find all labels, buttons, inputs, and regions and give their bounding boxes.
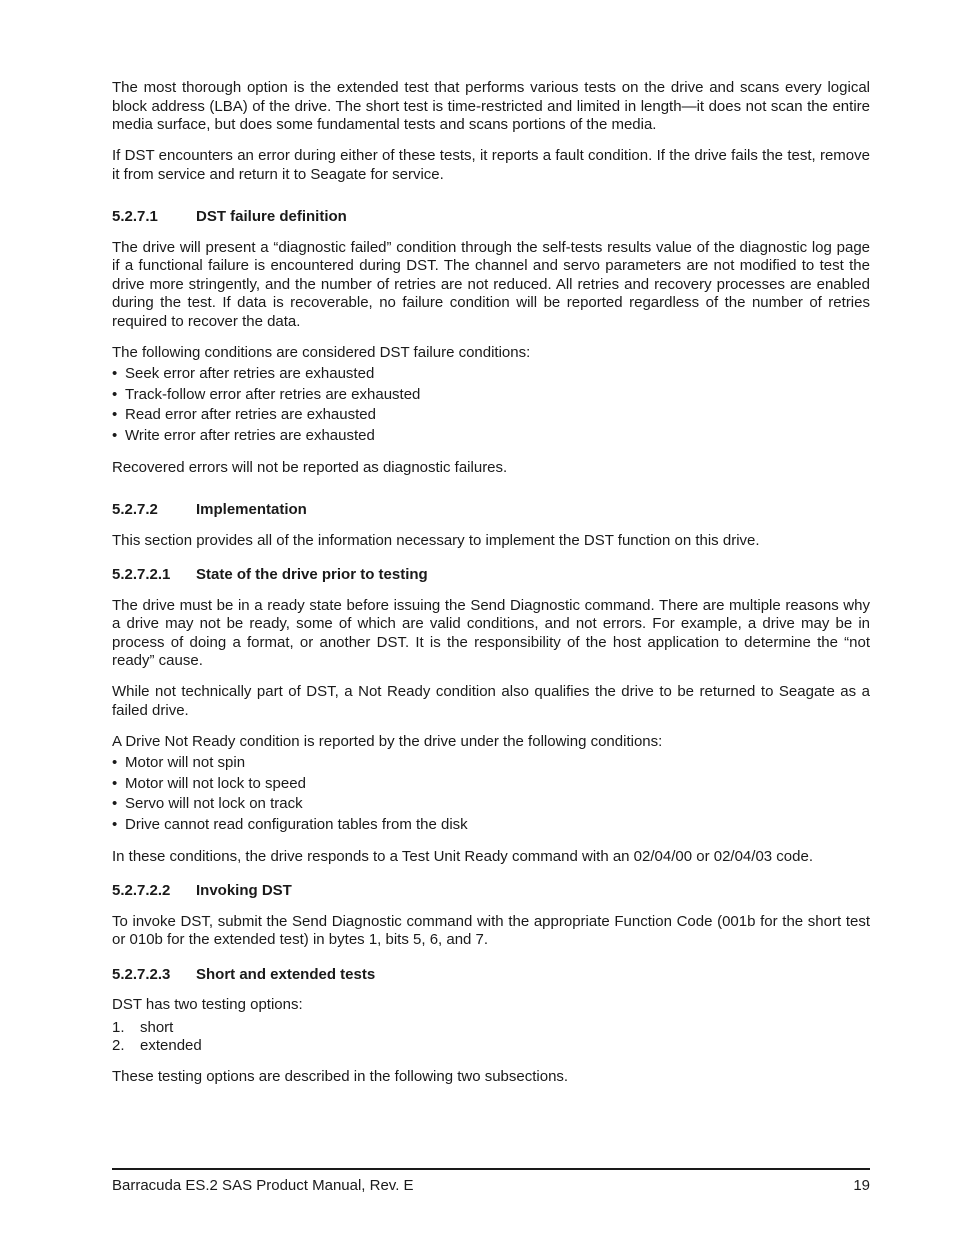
section-heading-5272 — [112, 501, 870, 519]
s52721-paragraph-1: The drive must be in a ready state before issuing the Send Diagnostic command. There are multiple reasons why a drive may not be ready, some of which are valid conditions, and not errors. For example, a drive may be in process of doing a format, or another DST. It is the responsibility of the host application to determine the “not ready” cause. — [112, 596, 870, 669]
testing-options-list — [112, 1019, 870, 1056]
section-title: Invoking DST — [196, 882, 292, 899]
s5271-paragraph-3: Recovered errors will not be reported as diagnostic failures. — [112, 458, 508, 476]
not-ready-conditions-list — [112, 753, 870, 835]
s5271-paragraph-1: The drive will present a “diagnostic failed” condition through the self-tests results value of the diagnostic log page if a functional failure is encountered during DST. The channel and servo parameters are not modified to test the drive more stringently, and the number of retries are not reduced. All retries and recovery processes are enabled during the test. If data is recoverable, no failure condition will be reported regardless of the number of retries required to recover the data. — [112, 238, 870, 330]
section-title: State of the drive prior to testing — [196, 566, 428, 583]
section-heading-52723 — [112, 966, 870, 984]
s52722-paragraph-1: To invoke DST, submit the Send Diagnostic command with the appropriate Function Code (001b for the short test or 010b for the extended test) in bytes 1, bits 5, 6, and 7. — [112, 912, 870, 948]
s52721-paragraph-3: A Drive Not Ready condition is reported by the drive under the following conditions: — [112, 732, 663, 750]
section-number: 5.2.7.2 — [112, 501, 158, 518]
section-heading-52721 — [112, 566, 870, 584]
page-content — [112, 79, 870, 1087]
s5272-paragraph-1: This section provides all of the information necessary to implement the DST function on this drive. — [112, 531, 760, 549]
section-heading-52722 — [112, 882, 870, 900]
footer-divider — [112, 1168, 870, 1170]
section-number: 5.2.7.1 — [112, 208, 158, 225]
s52723-paragraph-1: DST has two testing options: — [112, 996, 303, 1013]
section-title: DST failure definition — [196, 208, 347, 225]
s52723-paragraph-2: These testing options are described in the following two subsections. — [112, 1068, 569, 1085]
section-heading-5271 — [112, 208, 870, 226]
list-item: • Servo will not lock on track — [112, 795, 303, 812]
footer-title: Barracuda ES.2 SAS Product Manual, Rev. E — [112, 1177, 414, 1194]
s52721-paragraph-2: While not technically part of DST, a Not Ready condition also qualifies the drive to be returned to Seagate as a failed drive. — [112, 683, 870, 719]
section-title: Short and extended tests — [196, 965, 376, 983]
list-item: 2. extended — [112, 1037, 202, 1054]
page-number: 19 — [853, 1177, 870, 1194]
list-item: • Write error after retries are exhausted — [112, 426, 375, 444]
s5271-paragraph-2: The following conditions are considered DST failure conditions: — [112, 343, 531, 361]
list-item: • Read error after retries are exhausted — [112, 406, 376, 423]
intro-paragraph-2: If DST encounters an error during either of these tests, it reports a fault condition. If the drive fails the test, remove it from service and return it to Seagate for service. — [112, 147, 870, 183]
list-item: • Track-follow error after retries are exhausted — [112, 385, 421, 403]
intro-paragraph-1: The most thorough option is the extended test that performs various tests on the drive and scans every logical block address (LBA) of the drive. The short test is time-restricted and limited in length—it does not scan the entire media surface, but does some fundamental tests and scans portions of the media. — [112, 79, 870, 133]
list-item: • Seek error after retries are exhausted — [112, 365, 375, 382]
list-item: • Motor will not spin — [112, 754, 246, 771]
failure-conditions-list — [112, 364, 870, 446]
section-title: Implementation — [196, 501, 307, 518]
s52721-paragraph-4: In these conditions, the drive responds to a Test Unit Ready command with an 02/04/00 or 02/04/03 code. — [112, 847, 813, 865]
section-number: 5.2.7.2.3 — [112, 965, 171, 983]
section-number: 5.2.7.2.2 — [112, 882, 171, 899]
list-item: 1. short — [112, 1018, 174, 1036]
list-item: • Drive cannot read configuration tables from the disk — [112, 815, 468, 833]
section-number: 5.2.7.2.1 — [112, 566, 171, 583]
list-item: • Motor will not lock to speed — [112, 774, 306, 792]
